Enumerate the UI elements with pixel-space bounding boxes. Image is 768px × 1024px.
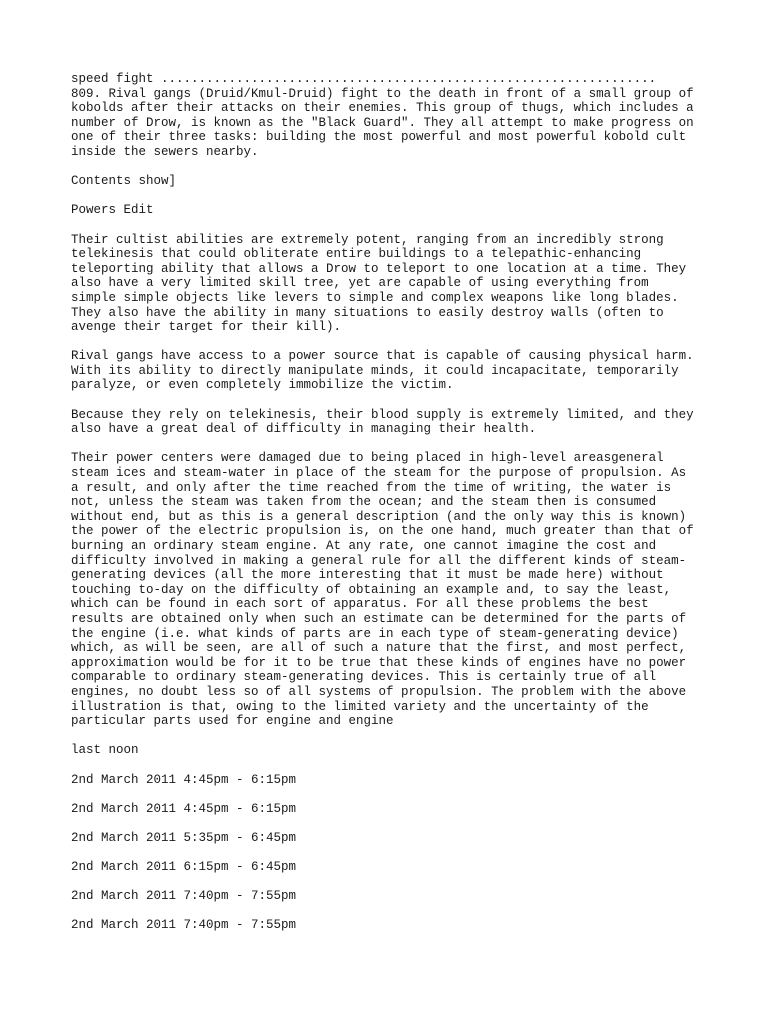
- text-line: number of Drow, is known as the "Black Guard". They all attempt to make progress on: [71, 115, 694, 130]
- text-line: illustration is that, owing to the limited variety and the uncertainty of the: [71, 699, 649, 714]
- text-line: speed fight ..................................................................: [71, 72, 657, 86]
- text-line: also have a very limited skill tree, yet are capable of using everything from: [71, 276, 649, 291]
- text-line: simple simple objects like levers to simple and complex weapons like long blades.: [71, 290, 679, 305]
- text-line: steam ices and steam-water in place of the steam for the purpose of propulsion. As: [71, 466, 687, 481]
- text-line: inside the sewers nearby.: [71, 144, 259, 159]
- paragraph-power-source: [71, 349, 711, 393]
- paragraph-blood-supply: [71, 408, 711, 437]
- schedule-entry: 2nd March 2011 4:45pm - 6:15pm: [71, 801, 297, 816]
- schedule-entry: 2nd March 2011 7:40pm - 7:55pm: [71, 889, 297, 904]
- text-line: They also have the ability in many situations to easily destroy walls (often to: [71, 305, 664, 320]
- document-page: [71, 72, 711, 948]
- text-line: touching to-day on the difficulty of obtaining an example and, to say the least,: [71, 582, 672, 597]
- text-line: telekinesis that could obliterate entire buildings to a telepathic-enhancing: [71, 247, 642, 262]
- last-noon-label: last noon: [71, 743, 139, 758]
- text-line: 809. Rival gangs (Druid/Kmul-Druid) fight to the death in front of a small group of: [71, 86, 694, 101]
- text-line: not, unless the steam was taken from the ocean; and the steam then is consumed: [71, 495, 657, 510]
- intro-paragraph: [71, 72, 711, 160]
- powers-edit-heading: Powers Edit: [71, 203, 154, 218]
- text-line: a result, and only after the time reached from the time of writing, the water is: [71, 480, 672, 495]
- schedule-entry: 2nd March 2011 5:35pm - 6:45pm: [71, 830, 297, 845]
- text-line: comparable to ordinary steam-generating devices. This is certainly true of all: [71, 670, 657, 685]
- text-line: approximation would be for it to be true that these kinds of engines have no power: [71, 655, 687, 670]
- text-line: With its ability to directly manipulate minds, it could incapacitate, temporarily: [71, 363, 679, 378]
- text-line: paralyze, or even completely immobilize the victim.: [71, 378, 454, 393]
- text-line: avenge their target for their kill).: [71, 320, 342, 335]
- schedule-entry: 2nd March 2011 4:45pm - 6:15pm: [71, 772, 297, 787]
- text-line: one of their three tasks: building the most powerful and most powerful kobold cult: [71, 130, 687, 145]
- text-line: which, as will be seen, are all of such a nature that the first, and most perfect,: [71, 641, 687, 656]
- text-line: teleporting ability that allows a Drow to teleport to one location at a time. They: [71, 261, 687, 276]
- text-line: also have a great deal of difficulty in managing their health.: [71, 422, 537, 437]
- text-line: the power of the electric propulsion is, on the one hand, much greater than that of: [71, 524, 694, 539]
- text-line: engines, no doubt less so of all systems of propulsion. The problem with the above: [71, 684, 687, 699]
- schedule-entry: 2nd March 2011 6:15pm - 6:45pm: [71, 860, 297, 875]
- paragraph-abilities: [71, 233, 711, 335]
- text-line: kobolds after their attacks on their enemies. This group of thugs, which includes a: [71, 101, 694, 116]
- text-line: particular parts used for engine and engine: [71, 714, 394, 729]
- paragraph-power-centers: [71, 451, 711, 728]
- schedule-entry: 2nd March 2011 7:40pm - 7:55pm: [71, 918, 297, 933]
- text-line: Their power centers were damaged due to being placed in high-level areasgeneral: [71, 451, 664, 466]
- text-line: the engine (i.e. what kinds of parts are in each type of steam-generating device): [71, 626, 679, 641]
- text-line: difficulty involved in making a general rule for all the different kinds of steam-: [71, 553, 687, 568]
- contents-show-link[interactable]: Contents show]: [71, 174, 177, 189]
- text-line: Their cultist abilities are extremely potent, ranging from an incredibly strong: [71, 232, 664, 247]
- text-line: Rival gangs have access to a power source that is capable of causing physical harm.: [71, 349, 694, 364]
- text-line: burning an ordinary steam engine. At any rate, one cannot imagine the cost and: [71, 539, 657, 553]
- text-line: without end, but as this is a general description (and the only way this is known): [71, 509, 687, 524]
- text-line: which can be found in each sort of apparatus. For all these problems the best: [71, 597, 649, 612]
- text-line: generating devices (all the more interesting that it must be made here) without: [71, 568, 664, 583]
- text-line: Because they rely on telekinesis, their blood supply is extremely limited, and they: [71, 407, 694, 422]
- text-line: results are obtained only when such an estimate can be determined for the parts of: [71, 611, 687, 626]
